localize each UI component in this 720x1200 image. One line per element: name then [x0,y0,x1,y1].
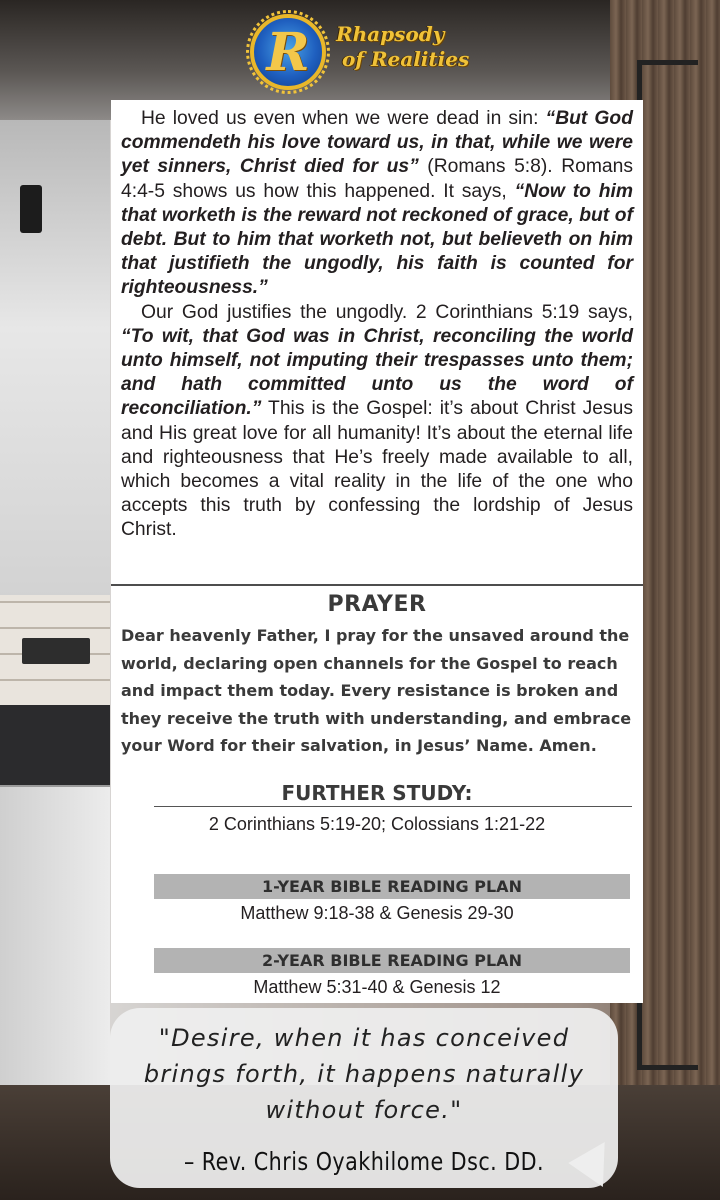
quote-author: – Rev. Chris Oyakhilome Dsc. DD. [183,1147,545,1176]
devotional-paragraph-1 [121,107,633,301]
power-socket-icon [22,638,90,664]
scripture-quote: “To wit, that God was in Christ, reconciling the world unto himself, not imputing their trespasses unto them; and hath committed unto us the word of reconciliation.” [121,325,633,420]
background-left-wall [0,120,110,640]
logo-initial: R [266,21,310,83]
background-cabinet [0,785,110,1087]
logo-line-1: Rhapsody [336,22,445,46]
ceiling-spotlight [20,185,42,233]
devotional-panel [111,100,643,1003]
quote-text: "Desire, when it has conceived brings forth, it happens naturally without force." [143,1024,585,1124]
devotional-body [121,107,633,543]
rhapsody-logo [250,8,470,92]
background-counter [0,705,110,785]
logo-line-2: of Realities [342,47,470,71]
scripture-quote: “But God commendeth his love toward us, in that, while we were yet sinners, Christ died for us” [121,108,633,178]
background-glass-frame [637,60,698,1070]
further-study-references: 2 Corinthians 5:19-20; Colossians 1:21-22 [208,814,546,834]
two-year-plan-references: Matthew 5:31-40 & Genesis 12 [253,977,501,997]
devotional-paragraph-2 [121,301,633,543]
logo-wordmark [336,22,476,72]
prayer-heading: PRAYER [327,592,427,617]
body-text-run: He loved us even when we were dead in sin: [141,108,546,129]
one-year-plan-references: Matthew 9:18-38 & Genesis 29-30 [240,903,514,923]
body-text-run: (Romans 5:8). Romans 4:4-5 shows us how this happened. It says, [121,156,633,202]
two-year-plan-heading: 2-YEAR BIBLE READING PLAN [154,948,630,973]
one-year-plan-heading: 1-YEAR BIBLE READING PLAN [154,874,630,899]
section-divider [111,584,643,586]
scripture-quote: “Now to him that worketh is the reward not reckoned of grace, but of debt. But to him that worketh not, but believeth on him that justifieth the ungodly, his faith is counted for righteousness.” [121,180,633,299]
body-text-run: This is the Gospel: it’s about Christ Jesus and His great love for all humanity! It’s about the eternal life and righteousness that He’s freely made available to all, which becomes a vital reality in the life of the one who accepts this truth by confessing the lordship of Jesus Christ. [121,398,633,541]
body-text-run: Our God justifies the ungodly. 2 Corinthians 5:19 says, [141,301,633,323]
further-study-heading: FURTHER STUDY: [281,781,473,805]
prayer-text: Dear heavenly Father, I pray for the unsaved around the world, declaring open channels for the Gospel to reach and impact them today. Every resistance is broken and they receive the truth with understanding, and embrace your Word for their salvation, in Jesus’ Name. Amen. [121,626,632,755]
further-study-underline [154,806,632,807]
